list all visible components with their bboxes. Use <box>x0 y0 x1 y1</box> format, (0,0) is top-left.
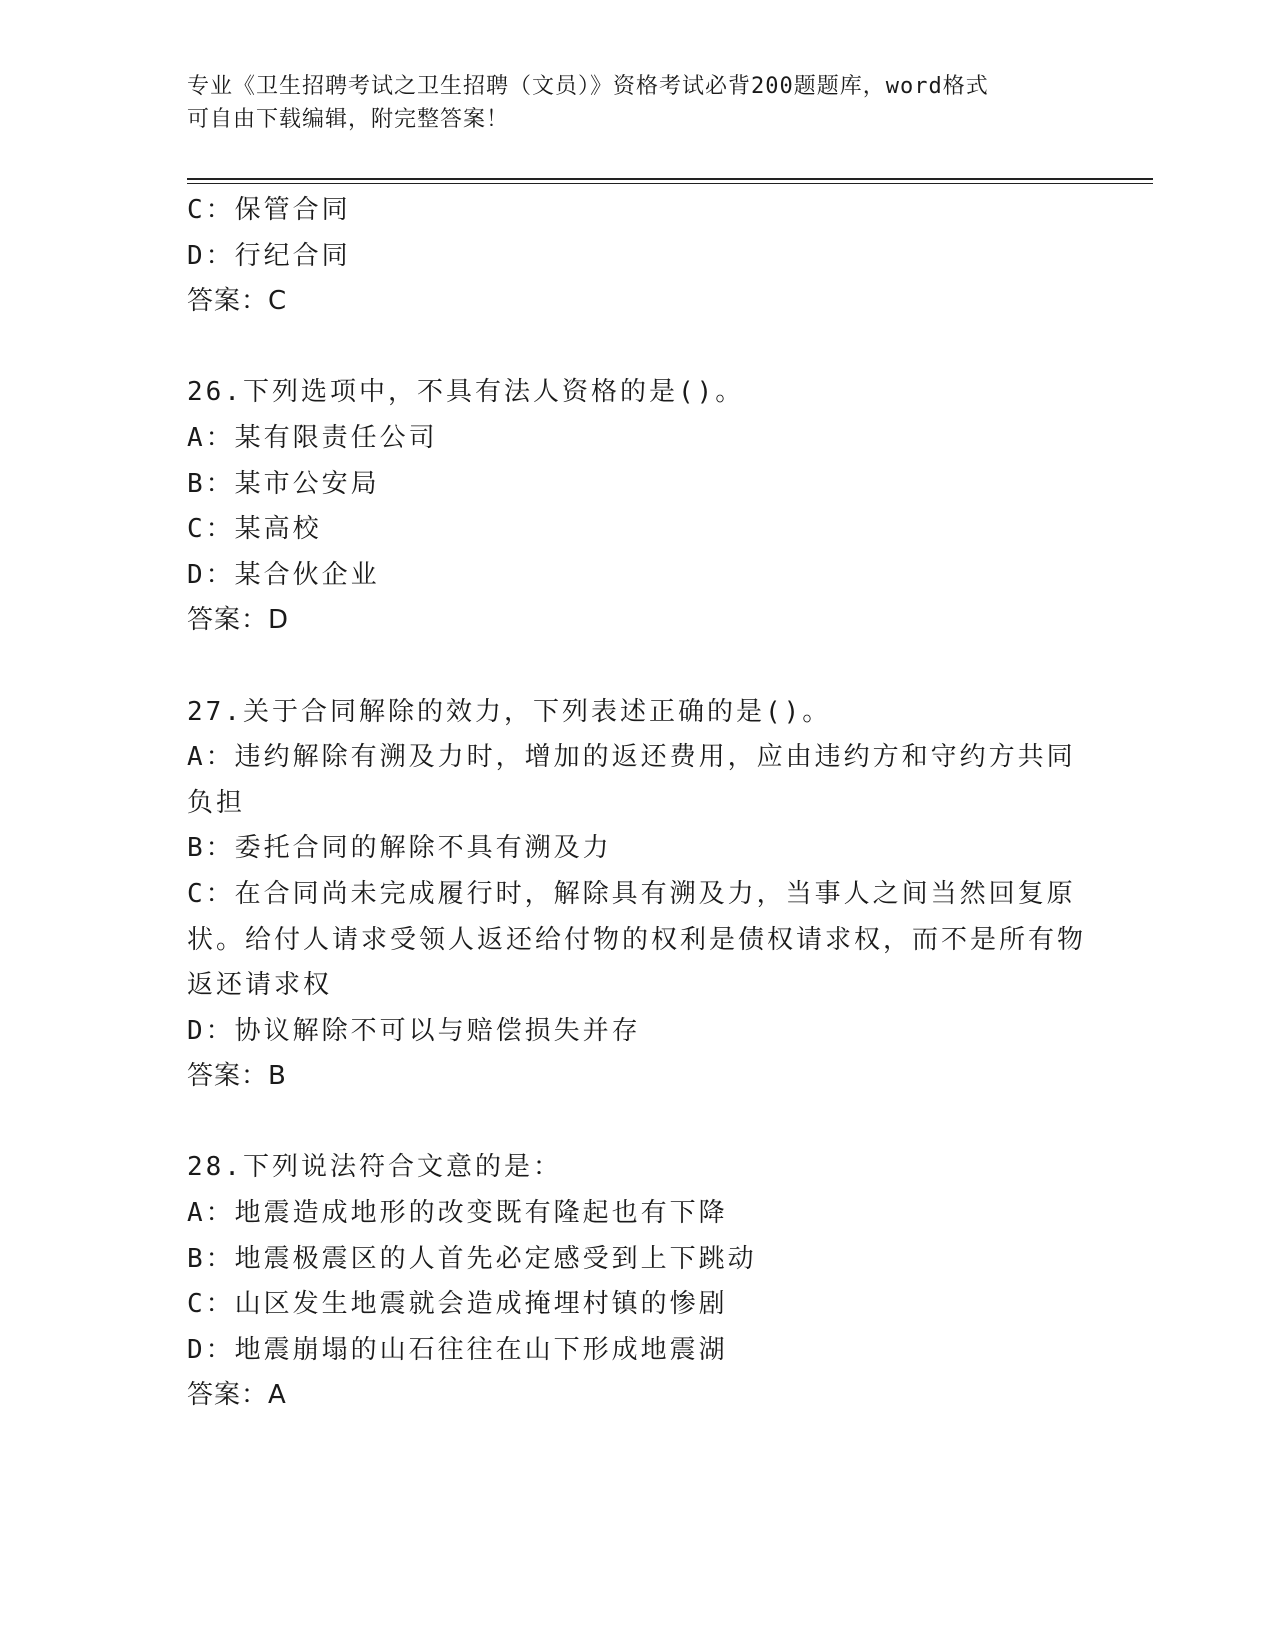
question-block-26 <box>187 370 1087 644</box>
question-list <box>187 188 1087 1419</box>
document-header <box>187 70 1067 136</box>
option-b: B：某市公安局 <box>187 468 380 499</box>
option-d: D：某合伙企业 <box>187 559 380 590</box>
answer-line: 答案：B <box>187 1061 287 1092</box>
option-d: D：行纪合同 <box>187 240 351 271</box>
option-c: C：山区发生地震就会造成掩埋村镇的惨剧 <box>187 1289 728 1320</box>
option-d: D：协议解除不可以与赔偿损失并存 <box>187 1015 641 1046</box>
question-block-25 <box>187 188 1087 325</box>
question-stem: 27.关于合同解除的效力，下列表述正确的是()。 <box>187 696 832 727</box>
option-c: C：某高校 <box>187 514 322 545</box>
option-c: C：保管合同 <box>187 195 351 225</box>
option-b: B：委托合同的解除不具有溯及力 <box>187 833 612 864</box>
answer-line: 答案：D <box>187 605 290 636</box>
header-line-1: 专业《卫生招聘考试之卫生招聘（文员）》资格考试必背200题题库，word格式 <box>187 74 989 99</box>
spacer <box>187 644 1087 690</box>
spacer <box>187 325 1087 371</box>
spacer <box>187 1100 1087 1146</box>
answer-line: 答案：C <box>187 286 288 317</box>
option-c: C：在合同尚未完成履行时，解除具有溯及力，当事人之间当然回复原状。给付人请求受领人返还给付物的权利是债权请求权，而不是所有物返还请求权 <box>187 878 1087 1001</box>
option-a: A：违约解除有溯及力时，增加的返还费用，应由违约方和守约方共同负担 <box>187 742 1076 818</box>
option-a: A：某有限责任公司 <box>187 422 438 453</box>
question-stem: 28.下列说法符合文意的是： <box>187 1152 562 1183</box>
header-line-2: 可自由下载编辑，附完整答案！ <box>187 107 510 132</box>
question-block-28 <box>187 1145 1087 1419</box>
option-a: A：地震造成地形的改变既有隆起也有下降 <box>187 1198 728 1229</box>
answer-line: 答案：A <box>187 1380 287 1411</box>
option-b: B：地震极震区的人首先必定感受到上下跳动 <box>187 1243 757 1274</box>
question-stem: 26.下列选项中，不具有法人资格的是()。 <box>187 377 745 408</box>
header-divider <box>187 178 1153 184</box>
option-d: D：地震崩塌的山石往往在山下形成地震湖 <box>187 1334 728 1365</box>
question-block-27 <box>187 690 1087 1100</box>
